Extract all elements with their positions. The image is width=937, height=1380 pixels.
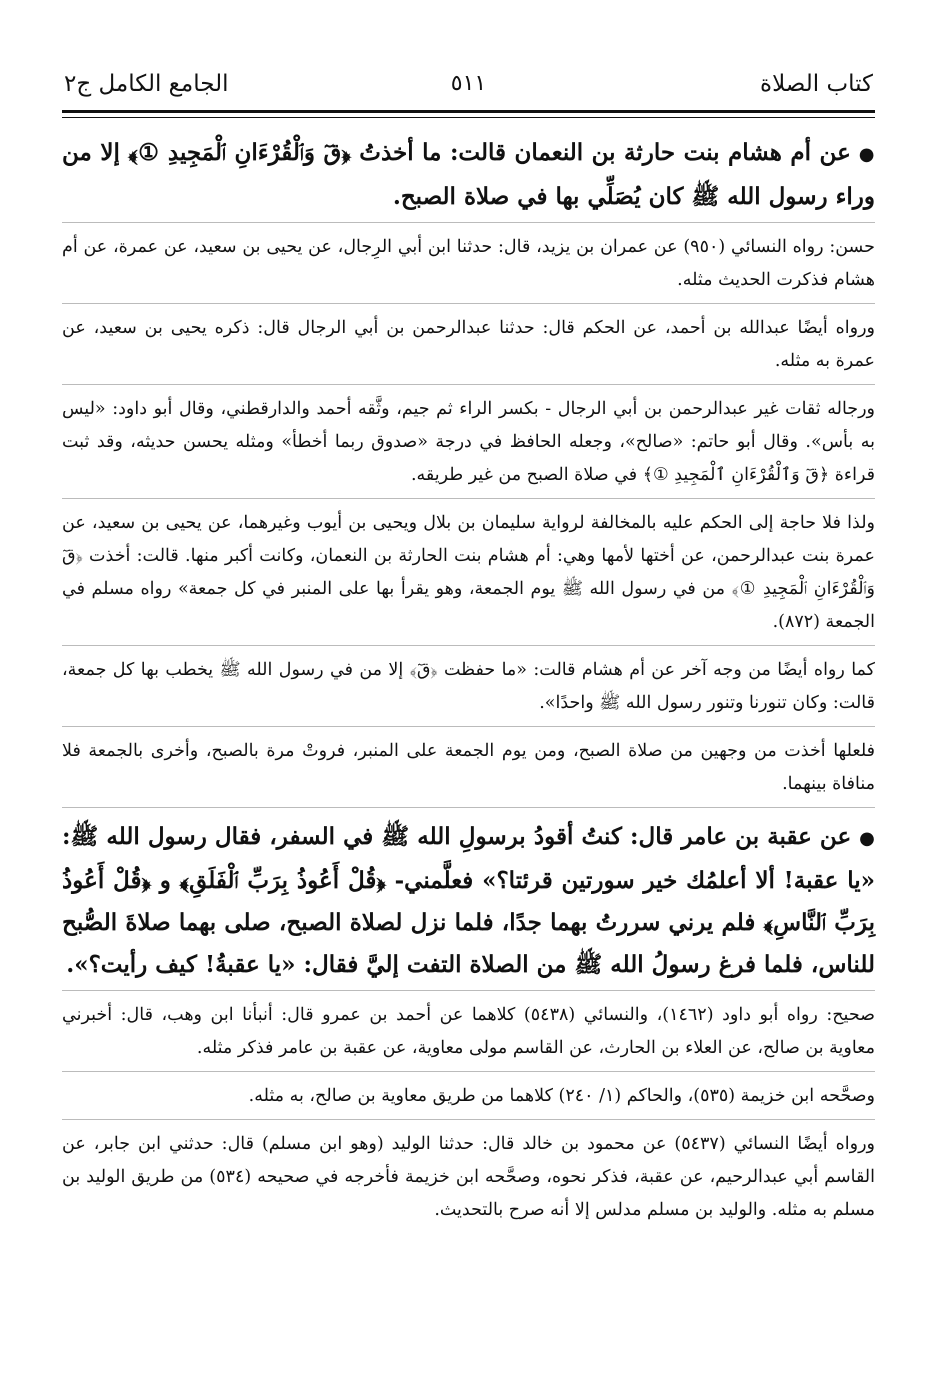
takhrij-paragraph: كما رواه أيضًا من وجه آخر عن أم هشام قالت: «ما حفظت ﴿قٓ﴾ إلا من في رسول الله ﷺ يخطب بها كل جمعة، قالت: وكان تنورنا وتنور رسول الله ﷺ واحدًا». xyxy=(62,660,875,713)
bullet-icon: ● xyxy=(859,828,875,849)
hadith-body-1: عن أم هشام بنت حارثة بن النعمان قالت: ما أخذتُ ﴿قٓ وَٱلْقُرْءَانِ ٱلْمَجِيدِ ①﴾ إلا من وراء رسول الله ﷺ كان يُصَلِّي بها في صلاة الصبح. xyxy=(62,139,875,210)
page-header xyxy=(60,64,877,104)
page-body xyxy=(62,132,875,1360)
hadith-text-2 xyxy=(62,816,875,986)
takhrij-paragraph: وصحَّحه ابن خزيمة (٥٣٥)، والحاكم (١/ ٢٤٠) كلاهما من طريق معاوية بن صالح، به مثله. xyxy=(248,1086,875,1106)
divider xyxy=(62,726,875,727)
bullet-icon: ● xyxy=(858,144,875,165)
header-rule-thick xyxy=(62,110,875,113)
book-volume-title: الجامع الكامل ج٢ xyxy=(64,71,229,97)
divider xyxy=(62,222,875,223)
takhrij-paragraph: ولذا فلا حاجة إلى الحكم عليه بالمخالفة لرواية سليمان بن بلال ويحيى بن أيوب وغيرهما، عن يحيى بن سعيد، عن عمرة بنت عبدالرحمن، عن أختها لأمها وهي: أم هشام بنت الحارثة بن النعمان، وكانت أكبر منها. قالت: أخذت ﴿قٓ وَٱلْقُرْءَانِ ٱلْمَجِيدِ ①﴾ من في رسول الله ﷺ يوم الجمعة، وهو يقرأ بها على المنبر في كل جمعة» رواه مسلم في الجمعة (٨٧٢). xyxy=(62,513,875,632)
hadith-body-2: عن عقبة بن عامر قال: كنتُ أقودُ برسولِ الله ﷺ في السفر، فقال رسول الله ﷺ: «يا عقبة! ألا أعلمُك خير سورتين قرئتا؟» فعلَّمني- ﴿قُلْ أَعُوذُ بِرَبِّ ٱلْفَلَقِ﴾ و ﴿قُلْ أَعُوذُ بِرَبِّ ٱلنَّاسِ﴾ فلم يرني سررتُ بهما جدًا، فلما نزل لصلاة الصبح، صلى بهما صلاةَ الصُّبح للناس، فلما فرغ رسولُ الله ﷺ من الصلاة التفت إليَّ فقال: «يا عقبةُ! كيف رأيت؟». xyxy=(62,823,875,978)
takhrij-paragraph: صحيح: رواه أبو داود (١٤٦٢)، والنسائي (٥٤٣٨) كلاهما عن أحمد بن عمرو قال: أنبأنا ابن وهب، قال: أخبرني معاوية بن صالح، عن العلاء بن الحارث، عن القاسم مولى معاوية، عن عقبة بن عامر فذكر مثله. xyxy=(62,1005,875,1058)
divider xyxy=(62,1119,875,1120)
divider xyxy=(62,990,875,991)
divider xyxy=(62,384,875,385)
takhrij-paragraph: ورواه أيضًا النسائي (٥٤٣٧) عن محمود بن خالد قال: حدثنا الوليد (وهو ابن مسلم) قال: حدثني ابن جابر، عن القاسم أبي عبدالرحيم، عن عقبة، فذكر نحوه، وصحَّحه ابن خزيمة فأخرجه في صحيحه (٥٣٤) من طريق الوليد بن مسلم به مثله. والوليد بن مسلم مدلس إلا أنه صرح بالتحديث. xyxy=(62,1134,876,1220)
page-number: ٥١١ xyxy=(450,71,487,96)
takhrij-paragraph: ورجاله ثقات غير عبدالرحمن بن أبي الرجال - بكسر الراء ثم جيم، وثَّقه أحمد والدارقطني، وقال أبو داود: «ليس به بأس». وقال أبو حاتم: «صالح»، وجعله الحافظ في درجة «صدوق ربما أخطأ» ومثله يحسن حديثه، وقد ثبت قراءة ﴿قٓ وَٱلْقُرْءَانِ ٱلْمَجِيدِ ①﴾ في صلاة الصبح من غير طريقه. xyxy=(62,399,875,485)
takhrij-paragraph: حسن: رواه النسائي (٩٥٠) عن عمران بن يزيد، قال: حدثنا ابن أبي الرِجال، عن يحيى بن سعيد، عن عمرة، عن أم هشام فذكرت الحديث مثله. xyxy=(62,237,875,290)
chapter-title: كتاب الصلاة xyxy=(760,71,873,97)
divider xyxy=(62,807,875,808)
header-rule-thin xyxy=(62,117,875,118)
hadith-text-1 xyxy=(62,132,875,218)
divider xyxy=(62,645,875,646)
takhrij-paragraph: فلعلها أخذت من وجهين من صلاة الصبح، ومن يوم الجمعة على المنبر، فروتْ مرة بالصبح، وأخرى بالجمعة فلا منافاة بينهما. xyxy=(62,741,875,794)
divider xyxy=(62,303,875,304)
divider xyxy=(62,498,875,499)
takhrij-paragraph: ورواه أيضًا عبدالله بن أحمد، عن الحكم قال: حدثنا عبدالرحمن بن أبي الرجال قال: ذكره يحيى بن سعيد، عن عمرة به مثله. xyxy=(62,318,875,371)
divider xyxy=(62,1071,875,1072)
